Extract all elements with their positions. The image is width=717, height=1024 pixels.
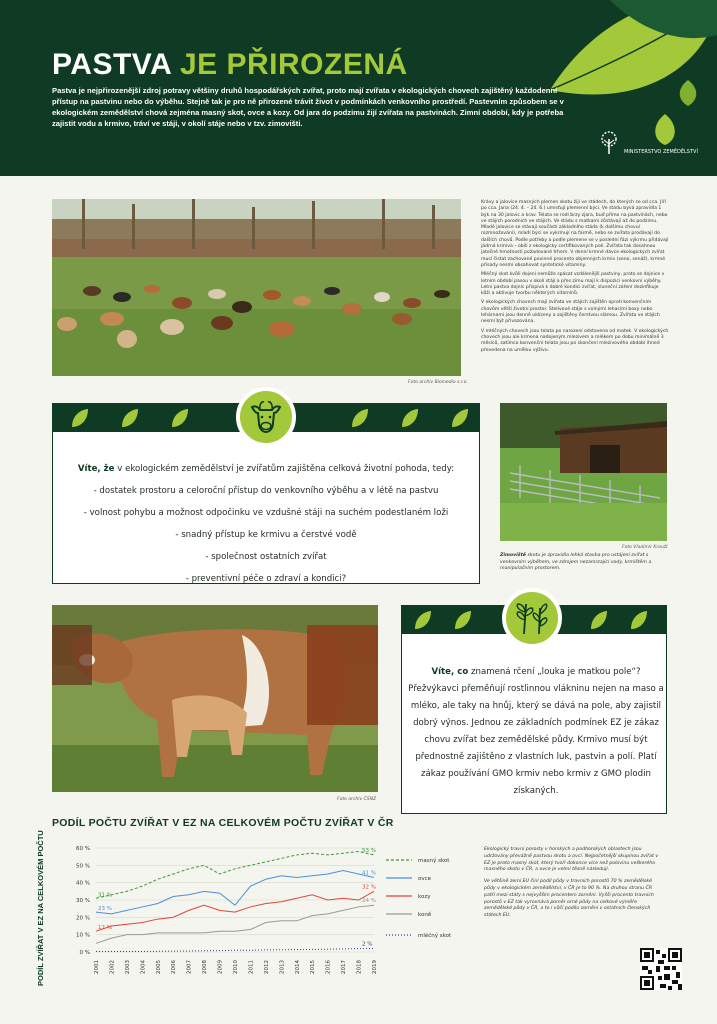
x-tick-label: 2014 (294, 960, 301, 974)
box1-text (52, 458, 480, 590)
x-tick-label: 2017 (341, 960, 348, 974)
x-tick-label: 2008 (202, 960, 209, 974)
series-line (96, 851, 374, 898)
plant-leaves-icon (512, 598, 552, 638)
herd-image (52, 199, 461, 376)
series-line (96, 905, 374, 943)
x-tick-label: 2018 (356, 960, 363, 974)
box2-text: Víte, co znamená rčení „louka je matkou pole“? Přežvýkavci přeměňují rostlinnou vlákninu nejen na maso a mléko, ale taky na hnůj, který se dává na pole, aby zajistil dobrý výnos. Jednou ze základních podmínek EZ je zákaz chovu zvířat bez zemědělské půdy. Krmivo musí být přednostně zajištěno z vlastních luk, pastvin a polí. Platí zákaz používání GMO krmiv nebo krmiv z GMO plodin získaných. (408, 667, 664, 796)
photo-credit: Foto archiv ČSNZ (337, 797, 377, 802)
x-tick-label: 2003 (124, 960, 131, 974)
data-label: 53 % (362, 847, 376, 854)
photo-winter-enclosure (500, 403, 667, 541)
x-tick-label: 2019 (372, 960, 378, 974)
box1-item: - společnost ostatních zvířat (205, 552, 327, 562)
box1-item: - dostatek prostoru a celoroční přístup do venkovního výběhu a v létě na pastvu (93, 486, 439, 496)
x-tick-label: 2013 (279, 960, 286, 974)
x-tick-label: 2005 (155, 960, 162, 974)
box1-item: - preventivní péče o zdraví a kondici? (185, 574, 347, 584)
leaf-small-icon (675, 78, 701, 108)
legend-label: masný skot (418, 858, 450, 864)
x-tick-label: 2012 (263, 960, 270, 974)
x-tick-label: 2015 (310, 960, 317, 974)
paragraph: V ekologických chovech mají zvířata ve stájích zajištěn oproti konvenčním chovům větší životní prostor. Stelivové stáje s volnými lehacími boxy nebo lehárnami jsou denně uklízeny a zajištěny čerstvou slámou. Zvířata ve stájích nesmí být přivazována. (481, 300, 660, 325)
cow-head-icon (246, 397, 286, 437)
legend-label: koně (418, 912, 432, 918)
box1-item: - snadný přístup ke krmivu a čerstvé vodě (175, 530, 357, 540)
intro-text: Pastva je nejpřirozenější zdroj potravy většiny druhů hospodářských zvířat, proto mají zvířata v ekologických chovech zajištěný každodenní přístup na pastvinu nebo do výběhu. Stejně tak je pro ně přirozené trávit život v podmínkách venkovního prostředí. Pastevním způsobem se v ekologickém zemědělství chová zejména masný skot, ovce a kozy. Od jara do podzimu žijí zvířata na pastvinách. Zimní období, kdy je potřeba zajistit vodu a krmivo, tráví ve stáji, v okolí stáje nebo v tzv. zimovišti. (52, 86, 564, 128)
data-label: 31 % (98, 892, 112, 899)
chart-y-axis-label: PODÍL ZVÍŘAT V EZ NA CELKOVÉM POČTU (36, 830, 45, 986)
plant-circle (502, 588, 562, 648)
legend-label: ovce (418, 876, 432, 882)
chart-title: PODÍL POČTU ZVÍŘAT V EZ NA CELKOVÉM POČTU ZVÍŘAT V ČR (52, 817, 394, 829)
page-title: PASTVA JE PŘIROZENÁ (52, 48, 408, 81)
cow-circle (236, 387, 296, 447)
cow-calf-image (52, 605, 378, 792)
photo-herd-pasture (52, 199, 461, 376)
x-tick-label: 2011 (248, 960, 255, 974)
paragraph: Mléčný skot kvůli dojení nemůže spásat vzdálenější pastviny, proto se dojnice v letním období pasou v okolí stájí a přes zimu mají k dispozici venkovní výběhy. Letní pastva dojnic přispívá k dobré kondici zvířat, sluneční záření dezinfikuje kůži a aktivuje tvorbu některých vitamínů. (481, 272, 665, 297)
x-tick-label: 2016 (325, 960, 332, 974)
y-tick-label: 40 % (76, 880, 90, 887)
tree-logo-icon (598, 130, 620, 156)
data-label: 32 % (362, 884, 376, 891)
y-tick-label: 20 % (76, 915, 90, 922)
series-line (96, 949, 374, 952)
data-label: 24 % (362, 898, 376, 905)
box1-intro: Víte, že v ekologickém zemědělství je zvířatům zajištěna celková životní pohoda, tedy: (77, 464, 455, 474)
qr-code-icon (640, 948, 682, 990)
chart-description (484, 847, 664, 925)
data-label: 2 % (362, 941, 373, 948)
side-text-column (481, 200, 669, 357)
x-tick-label: 2001 (94, 960, 100, 974)
y-tick-label: 0 % (79, 950, 90, 956)
box1-item: - volnost pohybu a možnost odpočinku ve vzdušné stáji na suchém podestlaném loži (83, 508, 449, 518)
series-line (96, 891, 374, 931)
paragraph: Ekologický travní porosty v horských a podhorských oblastech jsou udržovány převážně pastvou skotu a ovcí. Nejpočetnější skupinou zvířat v EZ je proto masný skot, který tvoří dokonce více než polovinu veškerého masného skotu v ČR, a ovce je velmi těsně následují. (484, 847, 659, 873)
x-tick-label: 2009 (217, 960, 224, 974)
paragraph: Krávy a jalovice masných plemen skotu žijí ve stádech, do kterých se od cca. Jiří po cca. Jana (24. 4. – 24. 6.) umisťují plemenní býci. Ve stádu bývá zpravidla 1 býk na 30 jalovic a krav. Telata se rodí brzy zjara, buď přímo na pastvinách, nebo ve stájích porodních ve stájích. Ve stádu s matkami zůstávají až do podzimu. Mladé jalovice se stávají součástí základního stáda (k dalšímu chovu/ rozmnožování), mladí býci se vykrmují na farmě, nebo se zvířata prodávají do dalších chovů. Podle potřeby a podle plemene se v poslední fázi výkrmu přidávají jádrná krmiva – obilí z ekologicky certifikovaných polí. Zvířata tak dosahnou jatečné hmotnosti požadované trhem. V denní krmné dávce ekologických zvířat musí čistat zachované povinné procento objemných krmiv (seno, senáž), krmné přísady nesmí obsahovat syntetické vitamíny. (481, 200, 669, 268)
data-label: 23 % (98, 906, 112, 913)
enclosure-image (500, 403, 667, 541)
y-tick-label: 30 % (76, 898, 90, 904)
photo-cow-calf (52, 605, 378, 792)
photo-credit: Foto archiv Biomedio s.r.o. (408, 380, 468, 385)
y-tick-label: 10 % (76, 932, 90, 939)
line-chart (52, 838, 472, 988)
paragraph: V mléčných chovech jsou telata po narození odstavena od matek. V ekologických chovech jsou ale krmena nadojeným mlezivem a mlékem po dobu minimálně 3 měsíců, zatímco konvenční telata jsou po skončení mlezivového období ihned převedena na umělou výživu. (481, 328, 669, 353)
header-band (0, 0, 717, 176)
paragraph: Ve většině zemí EU činí podíl půdy v travních porostů 70 % zemědělské půdy v ekologickém zemědělství, v ČR je to 90 %. Na druhou stranu ČR patří mezi státy s nejvyšším procentem zornění. Vyšší procento travních porostů v EZ tak vyrovnává poměr orné půdy na celkové výměře zemědělské půdy v ČR, a to i vůči podílu zornění v ostatních členských státech EU. (484, 879, 654, 919)
leaf-corner-icon (610, 0, 717, 45)
x-tick-label: 2010 (233, 960, 239, 974)
photo2-caption: Zimoviště skotu je zpravidla lehká stavba pro ustájení zvířat s venkovním výběhem, ve zdrojem nezamrzající vody, krmištěm a manipulačním prostorem. (500, 553, 652, 571)
series-line (96, 871, 374, 914)
legend-label: mléčný skot (418, 933, 452, 939)
ministry-logo: MINISTERSTVO ZEMĚDĚLSTVÍ (598, 130, 698, 156)
x-tick-label: 2002 (109, 960, 116, 974)
y-tick-label: 50 % (76, 863, 90, 870)
x-tick-label: 2006 (171, 960, 178, 974)
x-tick-label: 2007 (186, 960, 193, 974)
x-tick-label: 2004 (140, 960, 147, 974)
legend-label: kozy (418, 894, 431, 900)
y-tick-label: 60 % (76, 846, 90, 852)
data-label: 41 % (362, 870, 376, 877)
data-label: 12 % (98, 925, 112, 932)
photo-credit: Foto Vladimír Kroužl (622, 545, 668, 550)
